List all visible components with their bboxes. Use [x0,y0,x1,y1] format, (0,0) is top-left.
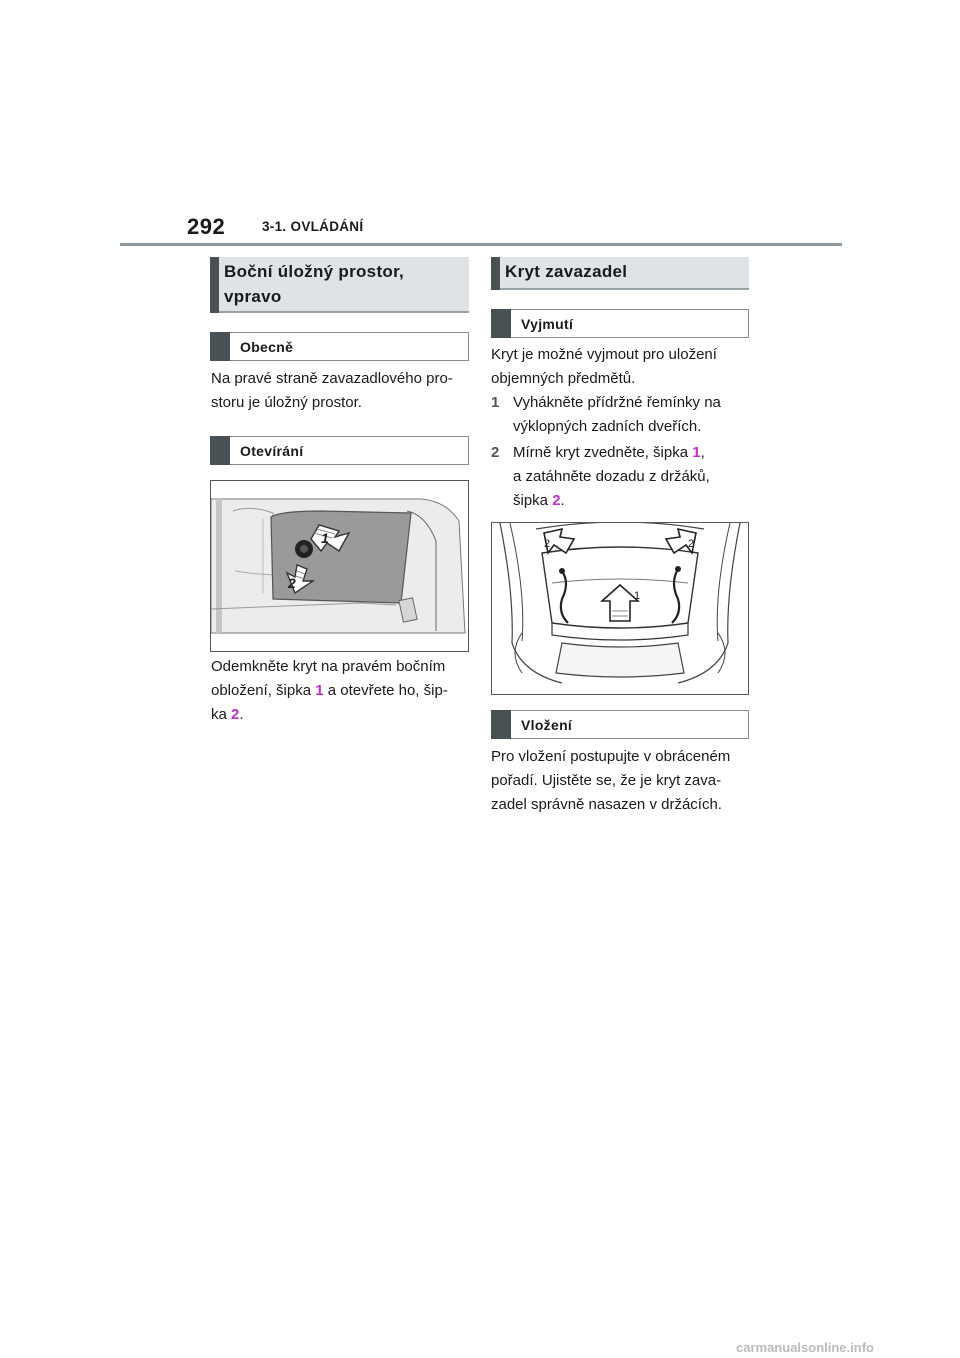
figure-cargo-cover [491,522,749,695]
text-line: zadel správně nasazen v držácích. [491,796,722,813]
chapter-title: 3-1. OVLÁDÁNÍ [262,219,364,234]
step-number: 2 [491,444,500,461]
text-span: obložení, šipka [211,682,316,699]
text-line: Pro vložení postupujte v obráceném [491,748,731,765]
callout-2-right: 2 [688,538,695,550]
subheading-bar [491,710,511,739]
section-heading-side-storage [210,257,469,313]
callout-2-left: 2 [544,538,551,550]
text-span: . [560,492,565,509]
figure-side-storage [210,480,469,652]
text-span: , [700,444,705,461]
text-line: storu je úložný prostor. [211,394,362,411]
text-line: výklopných zadních dveřích. [513,418,702,435]
subheading-opening-label: Otevírání [240,443,304,459]
opening-caption [211,655,473,727]
subheading-insertion [491,710,749,739]
removal-step-1 [491,391,753,439]
text-line: pořadí. Ujistěte se, že je kryt zava- [491,772,722,789]
insertion-paragraph [491,745,753,817]
section-heading-label: Kryt zavazadel [505,262,628,281]
section-heading-line2: vpravo [224,287,282,306]
text-line: objemných předmětů. [491,370,636,387]
general-paragraph [211,367,473,415]
page-number: 292 [187,214,226,239]
text-line: a zatáhněte dozadu z držáků, [513,468,710,485]
text-line [491,441,753,465]
subheading-opening [210,436,469,465]
header-rule [120,243,842,246]
text-span: a otevřete ho, šip- [323,682,448,699]
side-storage-illustration [211,481,468,651]
subheading-removal [491,309,749,338]
section-heading-cargo-cover [491,257,749,290]
arrow-ref-2: 2 [231,706,240,723]
step-number: 1 [491,394,500,411]
text-span: Mírně kryt zvedněte, šipka [513,444,693,461]
removal-step-2 [491,441,753,513]
subheading-removal-label: Vyjmutí [521,316,574,332]
callout-2: 2 [288,575,296,591]
callout-1: 1 [321,530,329,546]
text-line: Kryt je možné vyjmout pro uložení [491,346,717,363]
subheading-general-label: Obecně [240,339,294,355]
text-line: Odemkněte kryt na pravém bočním [211,658,446,675]
subheading-bar [491,309,511,338]
subheading-general [210,332,469,361]
arrow-ref-2: 2 [552,492,561,509]
text-line [491,391,753,415]
watermark: carmanualsonline.info [736,1340,874,1355]
subheading-bar [210,436,230,465]
text-line: Na pravé straně zavazadlového pro- [211,370,453,387]
section-heading-line1: Boční úložný prostor, [224,262,405,281]
arrow-ref-1: 1 [315,682,324,699]
arrow-ref-1: 1 [692,444,701,461]
text-span: ka [211,706,232,723]
text-line [211,703,473,727]
text-span: . [239,706,244,723]
cargo-cover-illustration [492,523,748,694]
subheading-bar [210,332,230,361]
section-heading-bar [491,257,500,290]
removal-intro [491,343,753,391]
section-heading-bar [210,257,219,313]
callout-1: 1 [634,590,641,602]
subheading-insertion-label: Vložení [521,717,573,733]
text-span: šipka [513,492,553,509]
text-span: Vyhákněte přídržné řemínky na [513,394,721,411]
text-line [211,679,473,703]
text-line [491,489,753,513]
